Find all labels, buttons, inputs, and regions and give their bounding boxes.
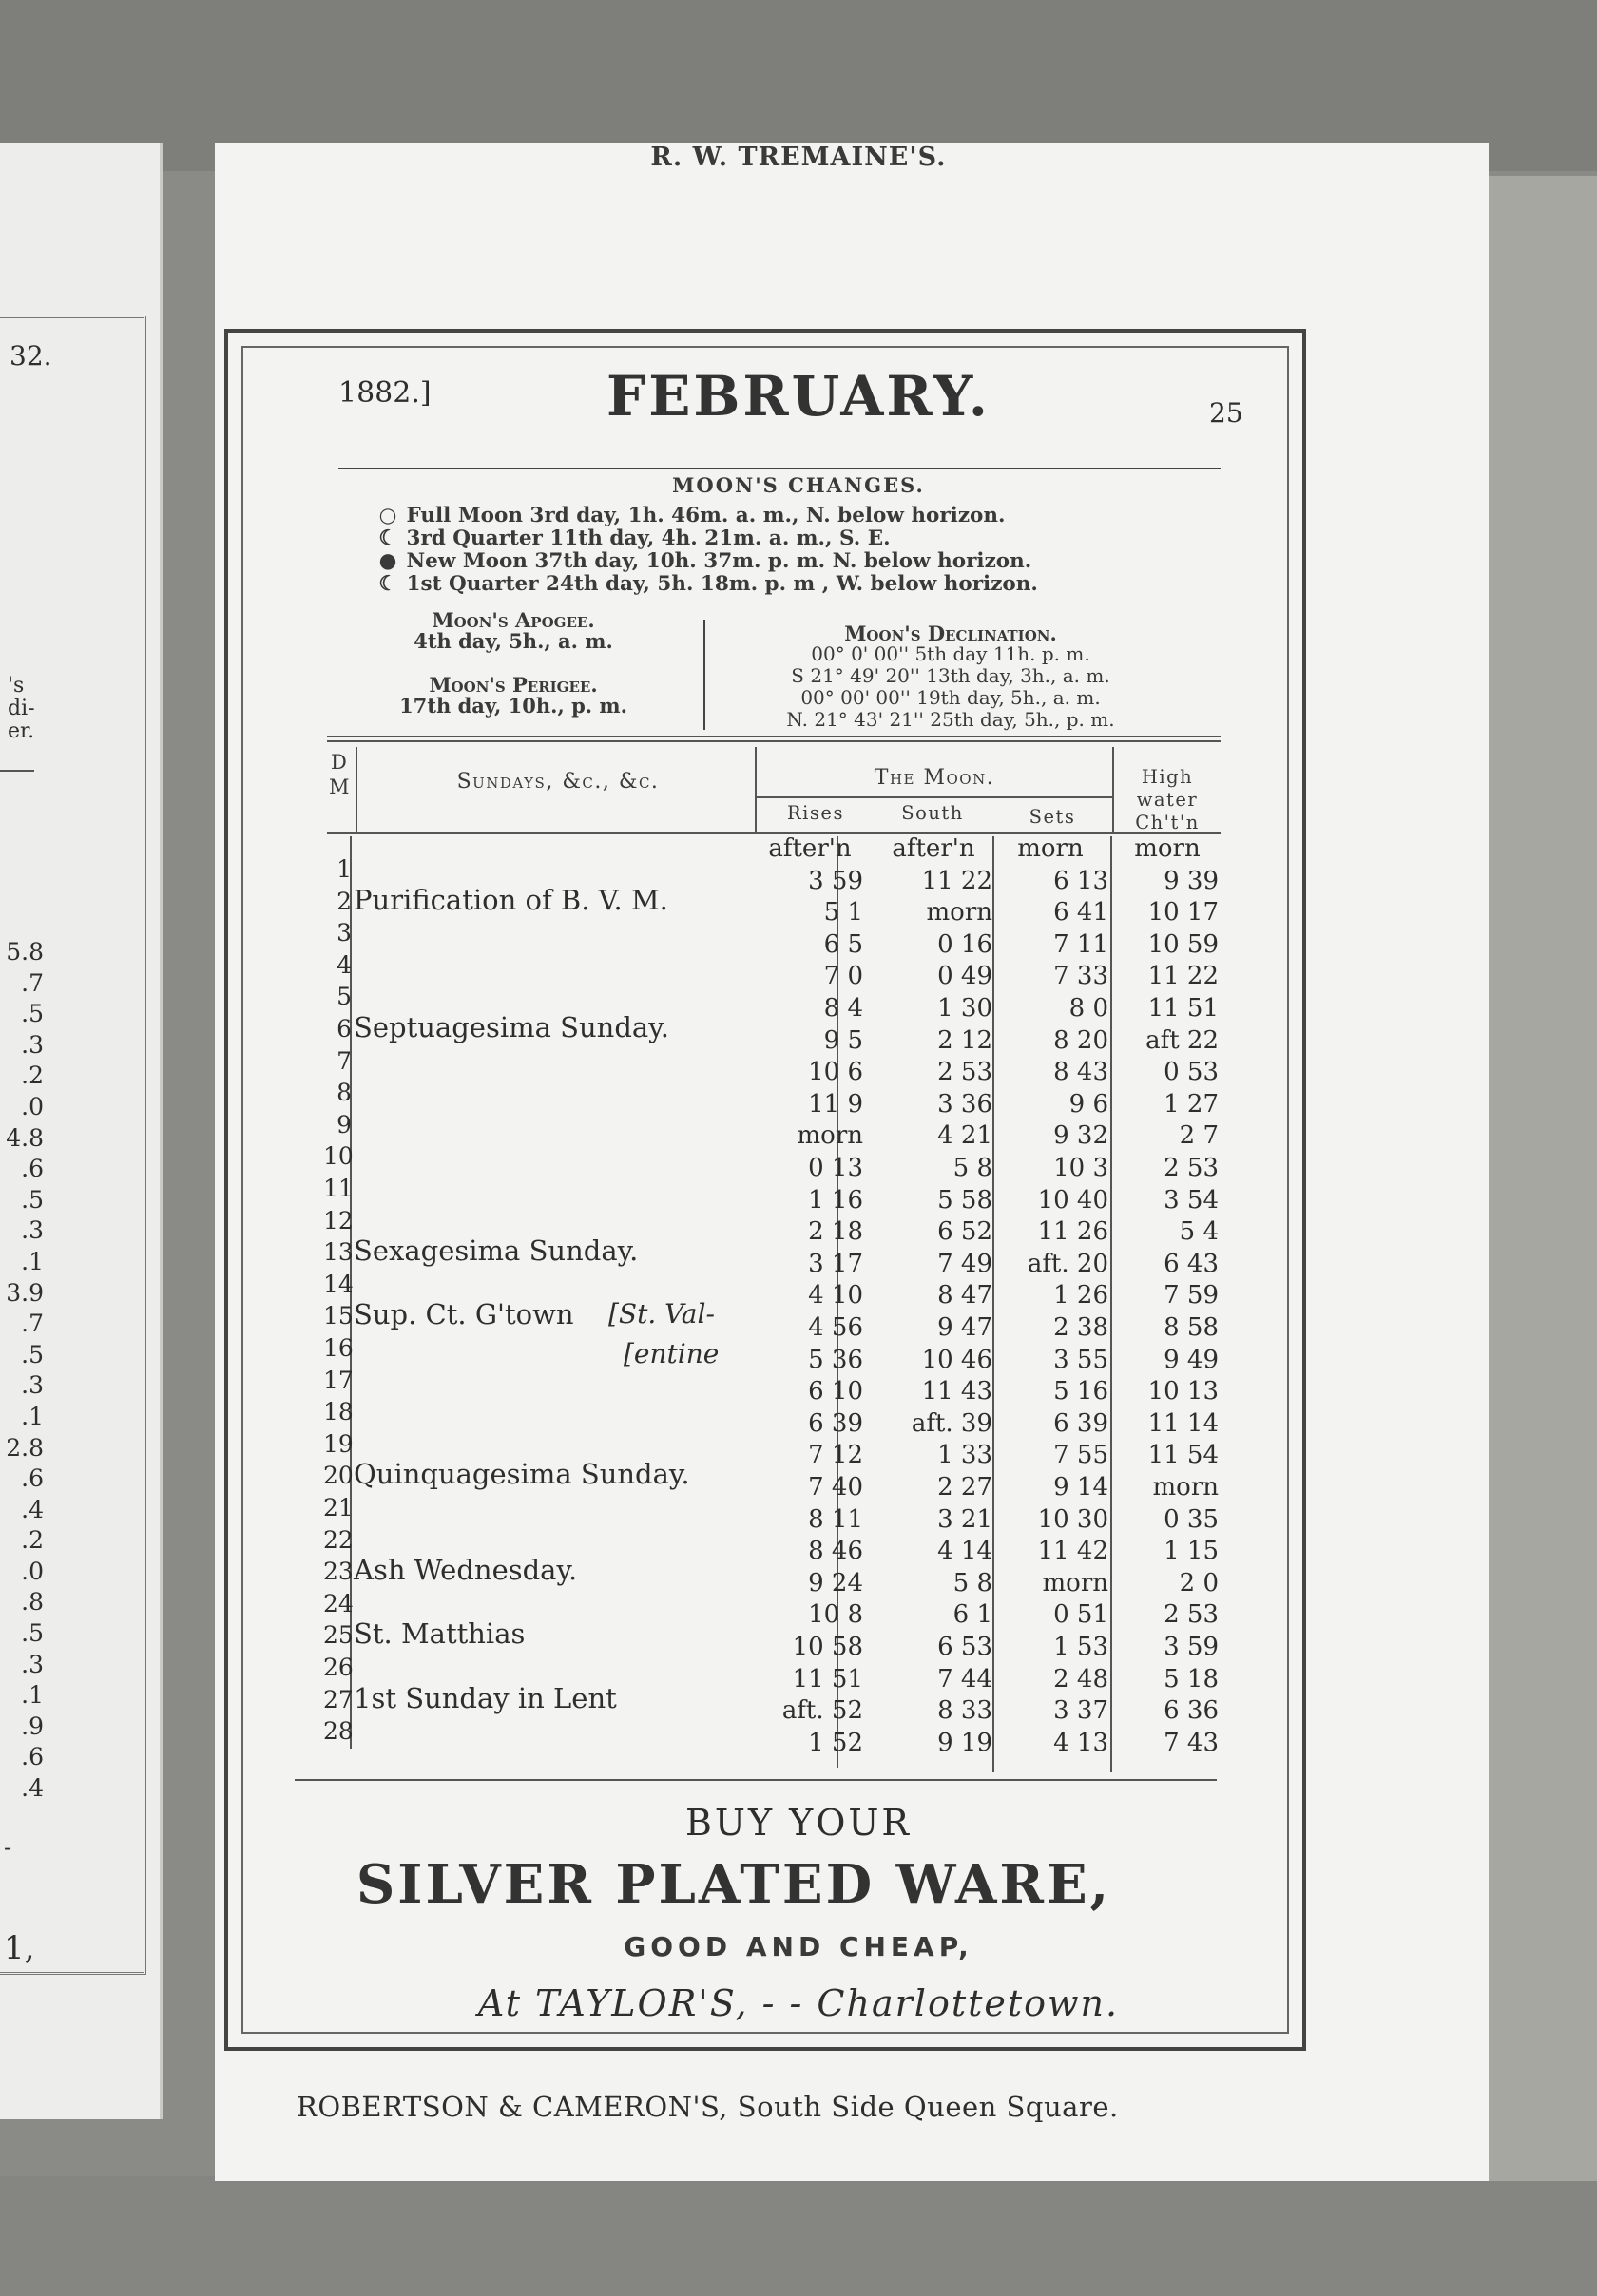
moon-table-cell: 7 43: [1164, 1728, 1219, 1757]
left-page-header-line: 's: [8, 674, 25, 698]
moon-table-cell: 9 49: [1164, 1345, 1219, 1374]
left-page-year: 32.: [10, 340, 52, 372]
moon-table-cell: 10 40: [1037, 1185, 1108, 1215]
moon-table-cell: 9 32: [1053, 1121, 1108, 1151]
left-page-value: .6: [21, 1743, 44, 1771]
left-page-value: .1: [21, 1681, 44, 1710]
moon-table-cell: 7 40: [808, 1473, 863, 1502]
moon-table-cell: 5 16: [1053, 1377, 1108, 1406]
moon-table-cell: 5 4: [1179, 1217, 1219, 1247]
moon-table-cell: 7 44: [937, 1664, 992, 1693]
moon-table-cell: 7 55: [1053, 1441, 1108, 1470]
moon-table-cell: 11 43: [921, 1377, 992, 1406]
moon-table-cell: 4 10: [808, 1281, 863, 1311]
moon-table-cell: morn: [797, 1121, 863, 1151]
moon-header: The Moon.: [874, 766, 995, 790]
moon-table-cell: 11 42: [1037, 1537, 1108, 1566]
moon-table-cell: 3 21: [937, 1504, 992, 1534]
moon-table-cell: morn: [1134, 834, 1201, 863]
moon-table-cell: 10 58: [792, 1633, 863, 1661]
month-title: FEBRUARY.: [606, 364, 991, 429]
moon-table-cell: 8 46: [808, 1537, 863, 1566]
left-page-header-line: di-: [8, 697, 35, 720]
moon-table-cell: 3 17: [808, 1249, 863, 1278]
left-page-value: .6: [21, 1464, 44, 1493]
moon-table-cell: 3 37: [1053, 1696, 1108, 1726]
left-page-value: .0: [21, 1557, 44, 1585]
moon-table-cell: 1 16: [808, 1185, 863, 1215]
moon-table-cell: 2 48: [1053, 1664, 1108, 1693]
moon-table-cell: 5 36: [808, 1345, 863, 1374]
moon-table-cell: 11 51: [792, 1664, 863, 1693]
moon-table-cell: 6 43: [1164, 1249, 1219, 1278]
moon-table-cell: 0 13: [808, 1154, 863, 1182]
moon-phase-row: [376, 504, 1006, 527]
moon-table-cell: 3 36: [937, 1089, 992, 1119]
dm-divider: [356, 747, 357, 832]
sets-header: Sets: [1029, 806, 1076, 828]
title-rule: [338, 468, 1221, 469]
left-page-value: .5: [21, 1000, 44, 1028]
moon-table-cell: 7 33: [1053, 962, 1108, 991]
left-page-value: .7: [21, 1310, 44, 1338]
apogee-value: 4th day, 5h., a. m.: [414, 629, 613, 653]
moon-table-cell: 6 36: [1164, 1696, 1219, 1726]
day-number: 28: [323, 1717, 354, 1746]
moon-table-cell: 6 39: [808, 1408, 863, 1438]
day-number: 22: [323, 1525, 354, 1554]
day-number: 19: [323, 1429, 354, 1458]
moon-table-cell: aft. 20: [1027, 1249, 1108, 1278]
left-page-value: .3: [21, 1030, 44, 1059]
moon-table-cell: 9 14: [1053, 1473, 1108, 1502]
last-quarter-icon: ☾: [378, 526, 397, 550]
moon-table-cell: 6 52: [937, 1217, 992, 1247]
table-top-rule: [327, 736, 1221, 737]
day-number: 7: [337, 1046, 352, 1075]
moon-table-cell: 5 1: [823, 898, 863, 928]
moon-table-cell: 11 26: [1037, 1217, 1108, 1247]
moon-table-cell: 11 54: [1147, 1441, 1219, 1470]
left-page-value: .7: [21, 968, 44, 997]
moon-table-cell: 2 7: [1179, 1121, 1219, 1151]
moon-table-cell: 9 19: [937, 1728, 992, 1757]
high-water-header: [1114, 766, 1221, 834]
moon-table-cell: aft. 52: [781, 1696, 863, 1726]
year-label: 1882.]: [338, 376, 432, 410]
calendar-event: 1st Sunday in Lent: [354, 1681, 617, 1714]
dm-header-m: M: [329, 775, 352, 798]
moon-table-cell: 5 58: [937, 1185, 992, 1215]
moon-table-cell: 2 18: [808, 1217, 863, 1247]
dm-header-d: D: [331, 751, 349, 774]
moon-table-cell: 10 3: [1053, 1154, 1108, 1182]
declination-line: 00° 0' 00'' 5th day 11h. p. m.: [811, 642, 1090, 665]
moon-table-cell: 7 12: [808, 1441, 863, 1470]
left-page-value: .4: [21, 1774, 44, 1803]
left-page-value: 4.8: [6, 1123, 44, 1152]
moon-table-cell: 8 58: [1164, 1313, 1219, 1342]
moon-table-cell: 10 17: [1147, 898, 1219, 928]
footer-imprint: ROBERTSON & CAMERON'S, South Side Queen Square.: [297, 2091, 1119, 2123]
moon-table-cell: 3 59: [1164, 1633, 1219, 1661]
day-number: 23: [323, 1558, 354, 1586]
calendar-event: Septuagesima Sunday.: [354, 1011, 669, 1043]
moon-table-cell: 10 59: [1147, 929, 1219, 959]
moon-table-cell: 8 33: [937, 1696, 992, 1726]
moon-table-cell: 7 59: [1164, 1281, 1219, 1311]
left-page-value: .8: [21, 1588, 44, 1617]
ad-headline: SILVER PLATED WARE,: [356, 1853, 1112, 1916]
moon-divider: [755, 747, 757, 832]
moon-table-cell: 0 51: [1053, 1600, 1108, 1630]
left-page-value: 3.9: [6, 1278, 44, 1307]
moon-table-cell: 4 21: [937, 1121, 992, 1151]
moon-phase-row: [376, 572, 1038, 596]
moon-table-cell: 2 12: [937, 1025, 992, 1055]
moon-table-cell: 10 6: [808, 1058, 863, 1087]
events-header: Sundays, &c., &c.: [456, 770, 660, 794]
moon-table-cell: 8 11: [808, 1504, 863, 1534]
left-page-value: .0: [21, 1092, 44, 1120]
moon-table-cell: 9 5: [823, 1025, 863, 1055]
moon-phase-text: Full Moon 3rd day, 1h. 46m. a. m., N. below horizon.: [406, 504, 1006, 527]
moon-table-cell: 9 6: [1068, 1089, 1108, 1119]
moon-table-cell: 8 0: [1068, 994, 1108, 1023]
declination-label: Moon's Declination.: [844, 622, 1057, 645]
left-page-value: .2: [21, 1526, 44, 1555]
moon-table-cell: 4 13: [1053, 1728, 1108, 1757]
day-number: 4: [337, 950, 352, 979]
left-page-rule: [0, 770, 34, 772]
calendar-event: Sexagesima Sunday.: [354, 1234, 639, 1268]
declination-line: 00° 00' 00'' 19th day, 5h., a. m.: [800, 686, 1101, 709]
moon-info-divider: [703, 620, 705, 730]
day-number: 13: [323, 1238, 354, 1267]
moon-table-cell: 1 52: [808, 1728, 863, 1757]
moon-table-cell: 1 27: [1164, 1089, 1219, 1119]
moon-table-cell: 10 8: [808, 1600, 863, 1630]
moon-table-cell: 6 13: [1053, 866, 1108, 895]
moon-table-cell: 6 5: [823, 929, 863, 959]
moon-phase-row: [376, 549, 1031, 573]
moon-table-cell: 4 14: [937, 1537, 992, 1566]
day-number: 17: [323, 1366, 354, 1394]
moon-table-cell: after'n: [892, 834, 975, 863]
left-page-dash: -: [4, 1834, 12, 1861]
left-page-value: .3: [21, 1650, 44, 1678]
calendar-event: [entine: [624, 1338, 720, 1369]
moon-table-cell: 6 41: [1053, 898, 1108, 928]
moon-table-cell: aft. 39: [911, 1408, 992, 1438]
left-page-header-line: er.: [8, 719, 35, 743]
moon-table-cell: 9 24: [808, 1568, 863, 1598]
left-page-value: 5.8: [6, 938, 44, 966]
moon-table-cell: aft 22: [1145, 1025, 1219, 1055]
moon-table-cell: morn: [1017, 834, 1084, 863]
moon-table-cell: 6 1: [952, 1600, 992, 1630]
left-page-value: .1: [21, 1247, 44, 1275]
left-page-value: .5: [21, 1340, 44, 1368]
moon-table-cell: 1 30: [937, 994, 992, 1023]
left-page-value: .2: [21, 1062, 44, 1090]
moon-table-cell: 3 55: [1053, 1345, 1108, 1374]
day-number: 12: [323, 1206, 354, 1234]
moon-table-cell: 0 49: [937, 962, 992, 991]
day-number: 1: [337, 855, 352, 883]
day-number: 11: [323, 1175, 354, 1202]
calendar-event: Purification of B. V. M.: [354, 883, 668, 916]
high-water-header-line: High: [1141, 766, 1194, 788]
moon-table-cell: 11 51: [1147, 994, 1219, 1023]
moon-table-cell: morn: [1152, 1473, 1219, 1502]
calendar-event: Sup. Ct. G'town: [354, 1298, 574, 1331]
day-number: 6: [337, 1015, 352, 1043]
rises-header: Rises: [787, 802, 844, 824]
day-number: 25: [323, 1621, 354, 1650]
table-bottom-rule: [295, 1779, 1217, 1781]
calendar-event: Quinquagesima Sunday.: [354, 1458, 690, 1491]
left-page-value: .4: [21, 1495, 44, 1523]
moon-table-cell: 4 56: [808, 1313, 863, 1342]
moon-table-cell: 8 47: [937, 1281, 992, 1311]
moon-table-cell: 2 53: [1164, 1154, 1219, 1182]
moon-table-cell: 3 54: [1164, 1185, 1219, 1215]
moon-subheader-rule: [757, 796, 1112, 798]
high-water-header-line: Ch't'n: [1135, 812, 1200, 833]
day-number: 5: [337, 983, 352, 1011]
moon-table-cell: 5 8: [952, 1154, 992, 1182]
moon-table-cell: 8 43: [1053, 1058, 1108, 1087]
declination-line: S 21° 49' 20'' 13th day, 3h., a. m.: [791, 664, 1110, 687]
moon-table-cell: 6 10: [808, 1377, 863, 1406]
ad-buy-your: BUY YOUR: [685, 1802, 912, 1844]
day-number: 10: [323, 1142, 354, 1171]
day-number: 8: [337, 1079, 352, 1107]
day-number: 21: [323, 1494, 354, 1521]
ad-location: At TAYLOR'S, - - Charlottetown.: [477, 1982, 1120, 2024]
moon-table-cell: morn: [1042, 1568, 1108, 1598]
high-water-header-line: water: [1136, 789, 1199, 811]
left-page-value: .3: [21, 1216, 44, 1245]
moon-table-cell: 2 53: [1164, 1600, 1219, 1630]
left-page-value: 2.8: [6, 1433, 44, 1462]
perigee-value: 17th day, 10h., p. m.: [399, 694, 627, 718]
left-page-value: .6: [21, 1155, 44, 1183]
ad-subline: GOOD AND CHEAP,: [624, 1931, 973, 1962]
apogee-label: Moon's Apogee.: [432, 608, 595, 632]
day-number: 15: [323, 1302, 354, 1330]
moon-table-cell: 1 26: [1053, 1281, 1108, 1311]
moon-table-cell: 10 30: [1037, 1504, 1108, 1534]
moon-table-cell: 10 13: [1147, 1377, 1219, 1406]
moon-table-cell: 2 0: [1179, 1568, 1219, 1598]
day-number: 16: [323, 1334, 354, 1362]
left-page-column: [6, 937, 44, 1805]
moon-table-cell: 0 35: [1164, 1504, 1219, 1534]
left-page-comma: 1,: [4, 1929, 35, 1967]
moon-table-cell: morn: [926, 898, 992, 928]
day-number: 3: [337, 919, 352, 947]
left-page-value: .1: [21, 1402, 44, 1430]
day-number: 20: [323, 1462, 354, 1490]
moon-phase-text: New Moon 37th day, 10h. 37m. p. m. N. below horizon.: [406, 549, 1032, 573]
left-page-value: .5: [21, 1619, 44, 1648]
moon-table-cell: after'n: [768, 834, 852, 863]
sets-column-divider: [1110, 836, 1112, 1772]
left-page-header: [8, 675, 35, 743]
moon-table-cell: 11 22: [1147, 962, 1219, 991]
moon-table-cell: 5 8: [952, 1568, 992, 1598]
moon-table-cell: 0 53: [1164, 1058, 1219, 1087]
moon-table-cell: 3 59: [808, 866, 863, 895]
declination-line: N. 21° 43' 21'' 25th day, 5h., p. m.: [786, 708, 1115, 731]
moon-table-cell: 8 4: [823, 994, 863, 1023]
page-number: 25: [1209, 397, 1243, 429]
moon-table-cell: 11 14: [1147, 1408, 1219, 1438]
calendar-event: [St. Val-: [608, 1298, 715, 1330]
table-top-rule-double: [327, 740, 1221, 742]
moon-table-cell: 7 11: [1053, 929, 1108, 959]
moon-changes-heading: MOON'S CHANGES.: [672, 473, 925, 497]
first-quarter-icon: ☾: [378, 572, 397, 596]
left-page-value: .3: [21, 1371, 44, 1400]
high-water-divider: [1112, 747, 1114, 832]
moon-table-cell: 7 0: [823, 962, 863, 991]
day-number: 27: [323, 1685, 354, 1713]
moon-table-cell: 8 20: [1053, 1025, 1108, 1055]
background-bottom: [0, 2176, 1597, 2296]
moon-phase-text: 3rd Quarter 11th day, 4h. 21m. a. m., S. E.: [406, 526, 891, 550]
moon-table-cell: 1 53: [1053, 1633, 1108, 1661]
moon-table-cell: 2 27: [937, 1473, 992, 1502]
new-moon-icon: ●: [378, 549, 397, 573]
moon-table-cell: 11 22: [921, 866, 992, 895]
day-number: 18: [323, 1398, 354, 1426]
south-header: South: [901, 802, 964, 824]
day-number: 14: [323, 1270, 354, 1298]
moon-table-cell: 7 49: [937, 1249, 992, 1278]
day-number: 24: [323, 1589, 354, 1617]
moon-table-cell: 10 46: [921, 1345, 992, 1374]
moon-table-cell: 9 47: [937, 1313, 992, 1342]
moon-table-cell: 5 18: [1164, 1664, 1219, 1693]
moon-table-cell: 2 38: [1053, 1313, 1108, 1342]
moon-table-cell: 1 33: [937, 1441, 992, 1470]
left-page-value: .5: [21, 1185, 44, 1214]
moon-table-cell: 1 15: [1164, 1537, 1219, 1566]
day-number: 26: [323, 1654, 354, 1681]
calendar-event: Ash Wednesday.: [354, 1554, 578, 1587]
day-number: 9: [337, 1110, 352, 1138]
moon-table-cell: 6 39: [1053, 1408, 1108, 1438]
perigee-label: Moon's Perigee.: [429, 673, 598, 697]
full-moon-icon: ○: [378, 504, 397, 527]
moon-table-cell: 9 39: [1164, 866, 1219, 895]
moon-table-cell: 2 53: [937, 1058, 992, 1087]
moon-table-cell: 6 53: [937, 1633, 992, 1661]
moon-table-cell: 11 9: [808, 1089, 863, 1119]
moon-table-cell: 0 16: [937, 929, 992, 959]
moon-phase-row: [376, 526, 891, 550]
left-page-value: .9: [21, 1712, 44, 1740]
calendar-event: St. Matthias: [354, 1617, 526, 1651]
running-head: R. W. TREMAINE'S.: [650, 143, 947, 172]
day-number: 2: [337, 887, 352, 915]
moon-phase-text: 1st Quarter 24th day, 5h. 18m. p. m , W. below horizon.: [406, 572, 1038, 596]
